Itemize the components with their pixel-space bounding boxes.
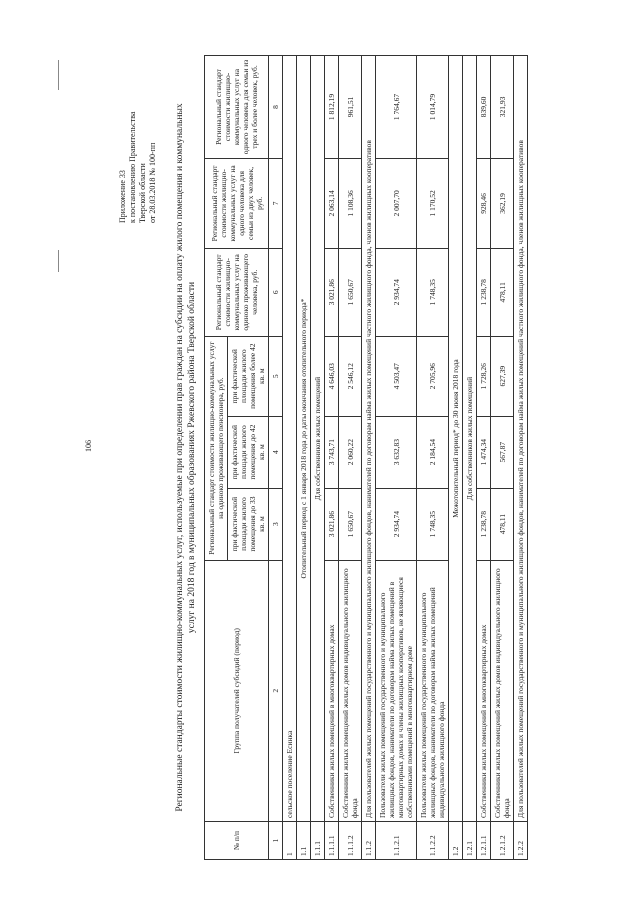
row-index: 1.1.1.2 [339,822,362,860]
column-numbers-row [269,56,283,860]
row-label: Собственники жилых помещений жилых домов индивидуального жилищного фонда [491,560,514,822]
value-cell: 1 728,26 [477,336,491,416]
row-index: 1.1 [297,822,311,860]
appendix-line: к постановлению Правительства [128,111,137,223]
section-row-label: сельское поселение Есинка [283,56,297,822]
value-cell: 2 705,96 [417,336,449,416]
scan-mark [58,250,59,272]
value-cell: 1 014,79 [417,56,449,159]
appendix-block [118,63,158,223]
header-no: № п/п [205,822,269,860]
row-index: 1.2.1.2 [491,822,514,860]
table-row [477,56,491,860]
value-cell: 627,39 [491,336,514,416]
row-index: 1.2.2 [514,822,528,860]
row-index: 1.1.2 [362,822,376,860]
value-cell: 362,19 [491,158,514,248]
standards-table [204,55,528,860]
value-cell: 1 170,52 [417,158,449,248]
value-cell: 2 934,74 [376,248,417,336]
column-number: 7 [269,158,283,248]
table-row [491,56,514,860]
value-cell: 961,51 [339,56,362,159]
value-cell: 2 007,70 [376,158,417,248]
header-pensioner: Региональный стандарт стоимости жилищно-коммунальных услуг на одиноко проживающего пенсионера, руб. [205,336,228,560]
column-number: 2 [269,560,283,822]
table-body [283,56,528,860]
header-three: Региональный стандарт стоимости жилищно-коммунальных услуг на одного человека для семьи из трех и более человек, руб. [205,56,269,159]
row-index: 1.1.2.1 [376,822,417,860]
row-index: 1.1.1 [311,822,325,860]
row-index: 1 [283,822,297,860]
value-cell: 1 748,35 [417,488,449,560]
group-row-label: Для собственников жилых помещений [463,56,477,822]
appendix-line: Приложение 33 [118,170,127,223]
value-cell: 4 503,47 [376,336,417,416]
group-row-label: Для пользователей жилых помещений государственного и муниципального жилищного фондов, нанимателей по договорам найма жилых помещений частного жилищного фонда, членов жилищных кооперативов [514,56,528,822]
table-row [417,56,449,860]
value-cell: 1 748,35 [417,248,449,336]
document-sheet [118,55,640,860]
row-index: 1.1.1.1 [325,822,339,860]
row-label: Пользователи жилых помещений государственного и муниципального жилищных фондов, наниматели по договорам найма жилых помещений индивидуального жилищного фонда [417,560,449,822]
row-label: Собственники жилых помещений в многоквартирных домах [477,560,491,822]
header-p42more: при фактической площади жилого помещения более 42 кв. м [228,336,269,416]
value-cell: 478,11 [491,248,514,336]
value-cell: 2 063,14 [325,158,339,248]
value-cell: 478,11 [491,488,514,560]
value-cell: 2 060,22 [339,416,362,488]
table-row [463,56,477,860]
table-row [283,56,297,860]
group-row-label: Межотопительный период* до 30 июня 2018 года [449,56,463,822]
row-index: 1.2.1 [463,822,477,860]
value-cell: 567,87 [491,416,514,488]
appendix-line: Тверской области [138,163,147,223]
value-cell: 1 238,78 [477,248,491,336]
header-p33: при фактической площади жилого помещения до 33 кв. м [228,488,269,560]
group-row-label: Для собственников жилых помещений [311,56,325,822]
row-label: Пользователи жилых помещений государственного и муниципального жилищных фондов, наниматели по договорам найма жилых помещений в многоквартирных домах и члены жилищных кооперативов, не являющиеся собственниками помещений в многоквартирном доме [376,560,417,822]
value-cell: 321,93 [491,56,514,159]
table-row [376,56,417,860]
value-cell: 839,60 [477,56,491,159]
value-cell: 1 650,67 [339,488,362,560]
value-cell: 1 238,78 [477,488,491,560]
group-row-label: Для пользователей жилых помещений государственного и муниципального жилищного фондов, нанимателей по договорам найма жилых помещений частного жилищного фонда, членов жилищных кооперативов [362,56,376,822]
row-index: 1.2.1.1 [477,822,491,860]
value-cell: 928,46 [477,158,491,248]
value-cell: 3 021,86 [325,248,339,336]
value-cell: 3 021,86 [325,488,339,560]
column-number: 8 [269,56,283,159]
table-row [311,56,325,860]
value-cell: 4 646,03 [325,336,339,416]
header-group: Группа получателей субсидий (период) [205,560,269,822]
value-cell: 2 184,54 [417,416,449,488]
value-cell: 1 764,67 [376,56,417,159]
group-row-label: Отопительный период с 1 января 2018 года до даты окончания отопительного периода* [297,56,311,822]
row-label: Собственники жилых помещений в многоквартирных домах [325,560,339,822]
row-index: 1.2 [449,822,463,860]
value-cell: 3 743,71 [325,416,339,488]
column-number: 3 [269,488,283,560]
value-cell: 1 812,19 [325,56,339,159]
value-cell: 2 934,74 [376,488,417,560]
value-cell: 1 474,34 [477,416,491,488]
column-number: 1 [269,822,283,860]
table-row [325,56,339,860]
value-cell: 1 108,36 [339,158,362,248]
header-two: Региональный стандарт стоимости жилищно-коммунальных услуг на одного человека для семьи из двух человек, руб. [205,158,269,248]
table-row [449,56,463,860]
page-number: 106 [84,440,93,452]
table-row [339,56,362,860]
scan-mark [58,60,59,90]
document-title: Региональные стандарты стоимости жилищно-коммунальных услуг, используемые при определении прав граждан на субсидии на оплату жилого помещения и коммунальных услуг на 2018 год в муниципальных образованиях Ржевского района Тверской области [175,103,197,812]
value-cell: 1 650,67 [339,248,362,336]
row-index: 1.1.2.2 [417,822,449,860]
table-row [514,56,528,860]
column-number: 5 [269,336,283,416]
table-row [297,56,311,860]
row-label: Собственники жилых помещений жилых домов индивидуального жилищного фонда [339,560,362,822]
appendix-line: от 28.03.2018 № 100-пп [148,142,157,223]
header-p42: при фактической площади жилого помещения до 42 кв. м [228,416,269,488]
value-cell: 2 546,12 [339,336,362,416]
header-single: Региональный стандарт стоимости жилищно-коммунальных услуг на одиноко проживающего человека, руб. [205,248,269,336]
column-number: 6 [269,248,283,336]
column-number: 4 [269,416,283,488]
value-cell: 3 632,83 [376,416,417,488]
table-row [362,56,376,860]
